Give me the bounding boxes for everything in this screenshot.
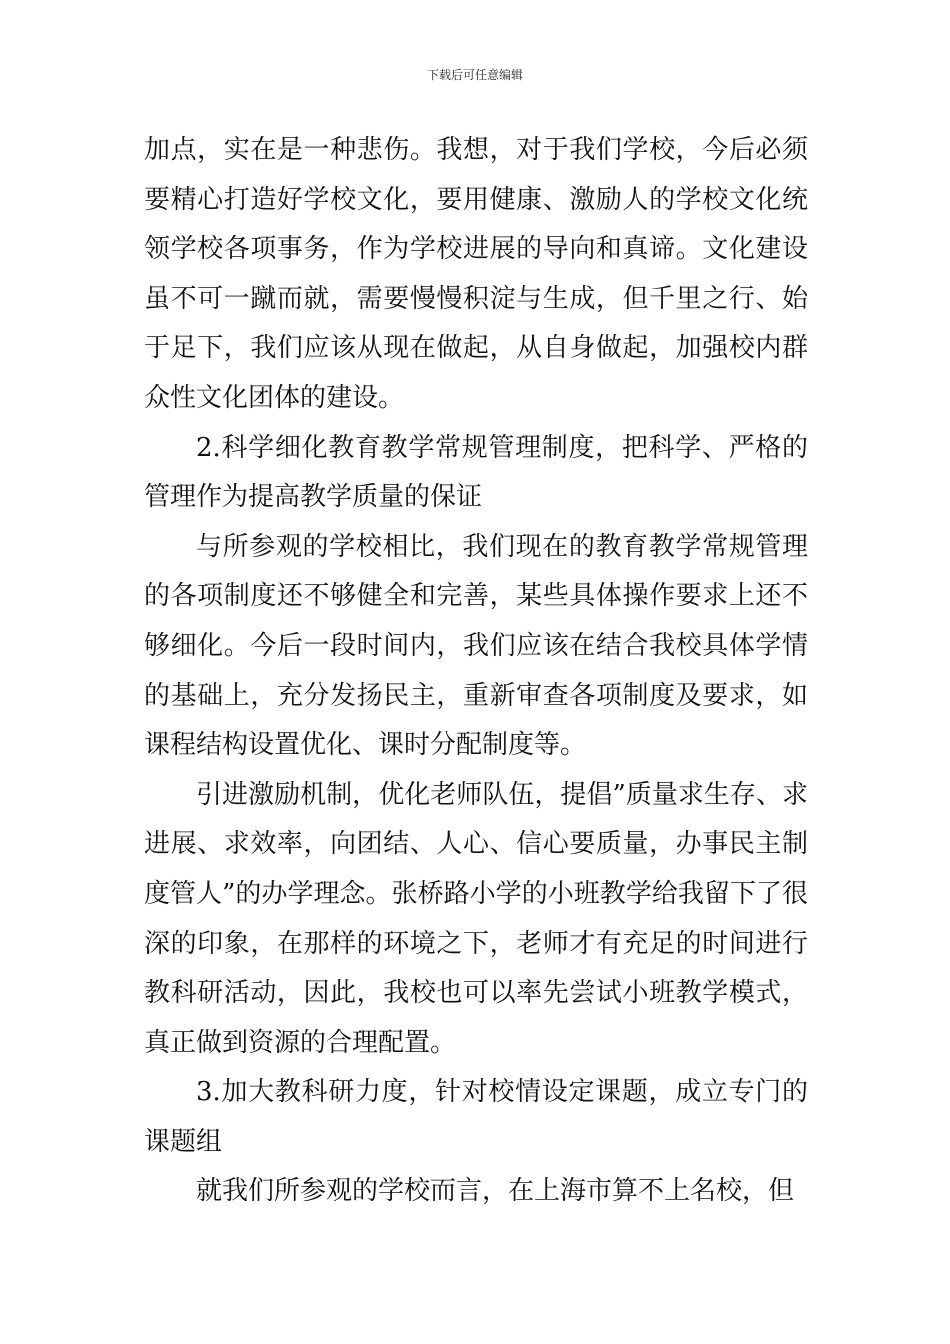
paragraph-1: 加点，实在是一种悲伤。我想，对于我们学校，今后必须要精心打造好学校文化，要用健康、激励人的学校文化统领学校各项事务，作为学校进展的导向和真谛。文化建设虽不可一蹴而就，需要慢慢积淀与生成，但千里之行、始于足下，我们应该从现在做起，从自身做起，加强校内群众性文化团体的建设。 <box>144 135 808 413</box>
heading-3: 3.加大教科研力度，针对校情设定课题，成立专门的课题组 <box>144 1077 808 1157</box>
document-body <box>144 126 808 1217</box>
page-header: 下载后可任意编辑 <box>426 68 523 82</box>
heading-2: 2.科学细化教育教学常规管理制度，把科学、严格的管理作为提高教学质量的保证 <box>144 432 808 513</box>
paragraph-4: 就我们所参观的学校而言，在上海市算不上名校，但 <box>196 1176 795 1207</box>
paragraph-2: 与所参观的学校相比，我们现在的教育教学常规管理的各项制度还不够健全和完善，某些具体操作要求上还不够细化。今后一段时间内，我们应该在结合我校具体学情的基础上，充分发扬民主，重新审查各项制度及要求，如课程结构设置优化、课时分配制度等。 <box>144 531 808 761</box>
paragraph-3: 引进激励机制，优化老师队伍，提倡”质量求生存、求进展、求效率，向团结、人心、信心要质量，办事民主制度管人”的办学理念。张桥路小学的小班教学给我留下了很深的印象，在那样的环境之下，老师才有充足的时间进行教科研活动，因此，我校也可以率先尝试小班教学模式，真正做到资源的合理配置。 <box>144 779 808 1058</box>
